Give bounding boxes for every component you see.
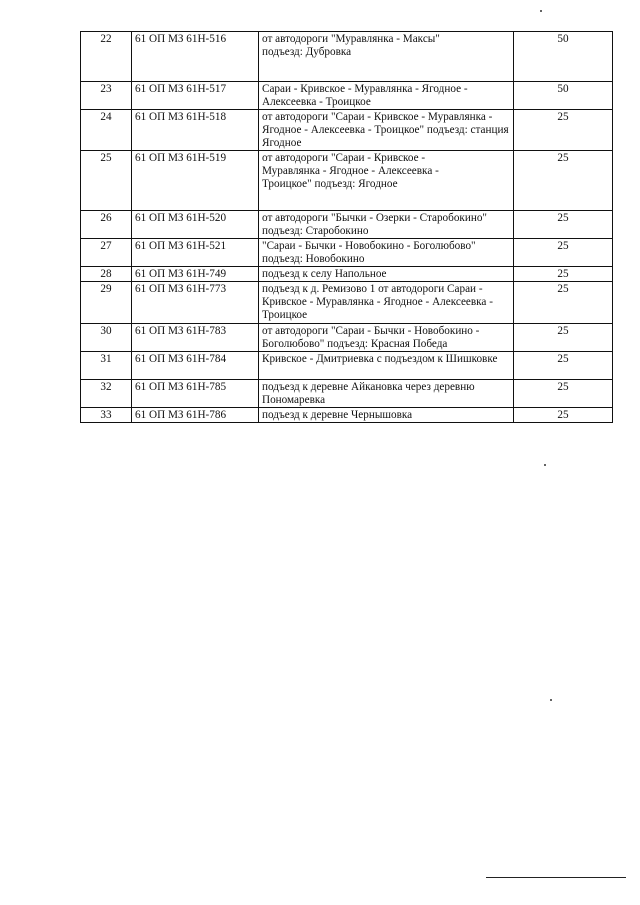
- table-row: [81, 32, 613, 82]
- road-code: 61 ОП МЗ 61Н-784: [132, 352, 259, 380]
- road-name: подъезд к селу Напольное: [259, 267, 514, 282]
- road-length: 25: [514, 267, 613, 282]
- road-code: 61 ОП МЗ 61Н-786: [132, 408, 259, 423]
- road-name: подъезд к деревне Чернышовка: [259, 408, 514, 423]
- table-row: [81, 267, 613, 282]
- road-length: 25: [514, 282, 613, 324]
- scan-speck: [550, 699, 552, 701]
- road-length: 25: [514, 380, 613, 408]
- road-length: 25: [514, 110, 613, 151]
- road-code: 61 ОП МЗ 61Н-517: [132, 82, 259, 110]
- row-number: 32: [81, 380, 132, 408]
- road-name: "Сараи - Бычки - Новобокино - Боголюбово" подъезд: Новобокино: [259, 239, 514, 267]
- row-number: 30: [81, 324, 132, 352]
- table-row: [81, 151, 613, 211]
- table-row: [81, 82, 613, 110]
- road-code: 61 ОП МЗ 61Н-520: [132, 211, 259, 239]
- row-number: 31: [81, 352, 132, 380]
- table-row: [81, 352, 613, 380]
- road-name: от автодороги "Бычки - Озерки - Старобокино" подъезд: Старобокино: [259, 211, 514, 239]
- road-name-text: от автодороги "Муравлянка - Максы" подъезд: Дубровка: [262, 33, 440, 58]
- row-number: 29: [81, 282, 132, 324]
- road-code: 61 ОП МЗ 61Н-749: [132, 267, 259, 282]
- road-name-text: от автодороги "Сараи - Кривское - Муравлянка - Ягодное - Алексеевка - Троицкое" подъезд: Ягодное: [262, 152, 439, 190]
- road-code: 61 ОП МЗ 61Н-521: [132, 239, 259, 267]
- table-row: [81, 110, 613, 151]
- roads-table: [80, 31, 613, 423]
- bottom-rule: [486, 877, 626, 878]
- road-code: 61 ОП МЗ 61Н-783: [132, 324, 259, 352]
- road-code: 61 ОП МЗ 61Н-773: [132, 282, 259, 324]
- row-number: 26: [81, 211, 132, 239]
- road-code: 61 ОП МЗ 61Н-519: [132, 151, 259, 211]
- row-number: 22: [81, 32, 132, 82]
- road-name: [259, 32, 514, 82]
- table-row: [81, 282, 613, 324]
- row-number: 23: [81, 82, 132, 110]
- table-row: [81, 380, 613, 408]
- row-number: 28: [81, 267, 132, 282]
- road-length: 25: [514, 408, 613, 423]
- table-row: [81, 239, 613, 267]
- row-number: 33: [81, 408, 132, 423]
- road-length: 25: [514, 211, 613, 239]
- road-length: 25: [514, 239, 613, 267]
- road-length: 25: [514, 352, 613, 380]
- road-length: 50: [514, 82, 613, 110]
- row-number: 27: [81, 239, 132, 267]
- road-name: Кривское - Дмитриевка с подъездом к Шишковке: [259, 352, 514, 380]
- road-name: от автодороги "Сараи - Кривское - Муравлянка - Ягодное - Алексеевка - Троицкое" подъезд: станция Ягодное: [259, 110, 514, 151]
- road-name: подъезд к д. Ремизово 1 от автодороги Сараи - Кривское - Муравлянка - Ягодное - Алексеевка - Троицкое: [259, 282, 514, 324]
- road-length: 25: [514, 151, 613, 211]
- road-length: 25: [514, 324, 613, 352]
- scan-speck: [540, 10, 542, 12]
- table-row: [81, 408, 613, 423]
- scan-speck: [544, 464, 546, 466]
- row-number: 24: [81, 110, 132, 151]
- road-name: Сараи - Кривское - Муравлянка - Ягодное - Алексеевка - Троицкое: [259, 82, 514, 110]
- row-number: 25: [81, 151, 132, 211]
- road-name: подъезд к деревне Айкановка через деревню Пономаревка: [259, 380, 514, 408]
- road-code: 61 ОП МЗ 61Н-516: [132, 32, 259, 82]
- road-length: 50: [514, 32, 613, 82]
- table-row: [81, 324, 613, 352]
- road-name: [259, 151, 514, 211]
- road-code: 61 ОП МЗ 61Н-518: [132, 110, 259, 151]
- road-code: 61 ОП МЗ 61Н-785: [132, 380, 259, 408]
- road-name: от автодороги "Сараи - Бычки - Новобокино - Боголюбово" подъезд: Красная Победа: [259, 324, 514, 352]
- table-row: [81, 211, 613, 239]
